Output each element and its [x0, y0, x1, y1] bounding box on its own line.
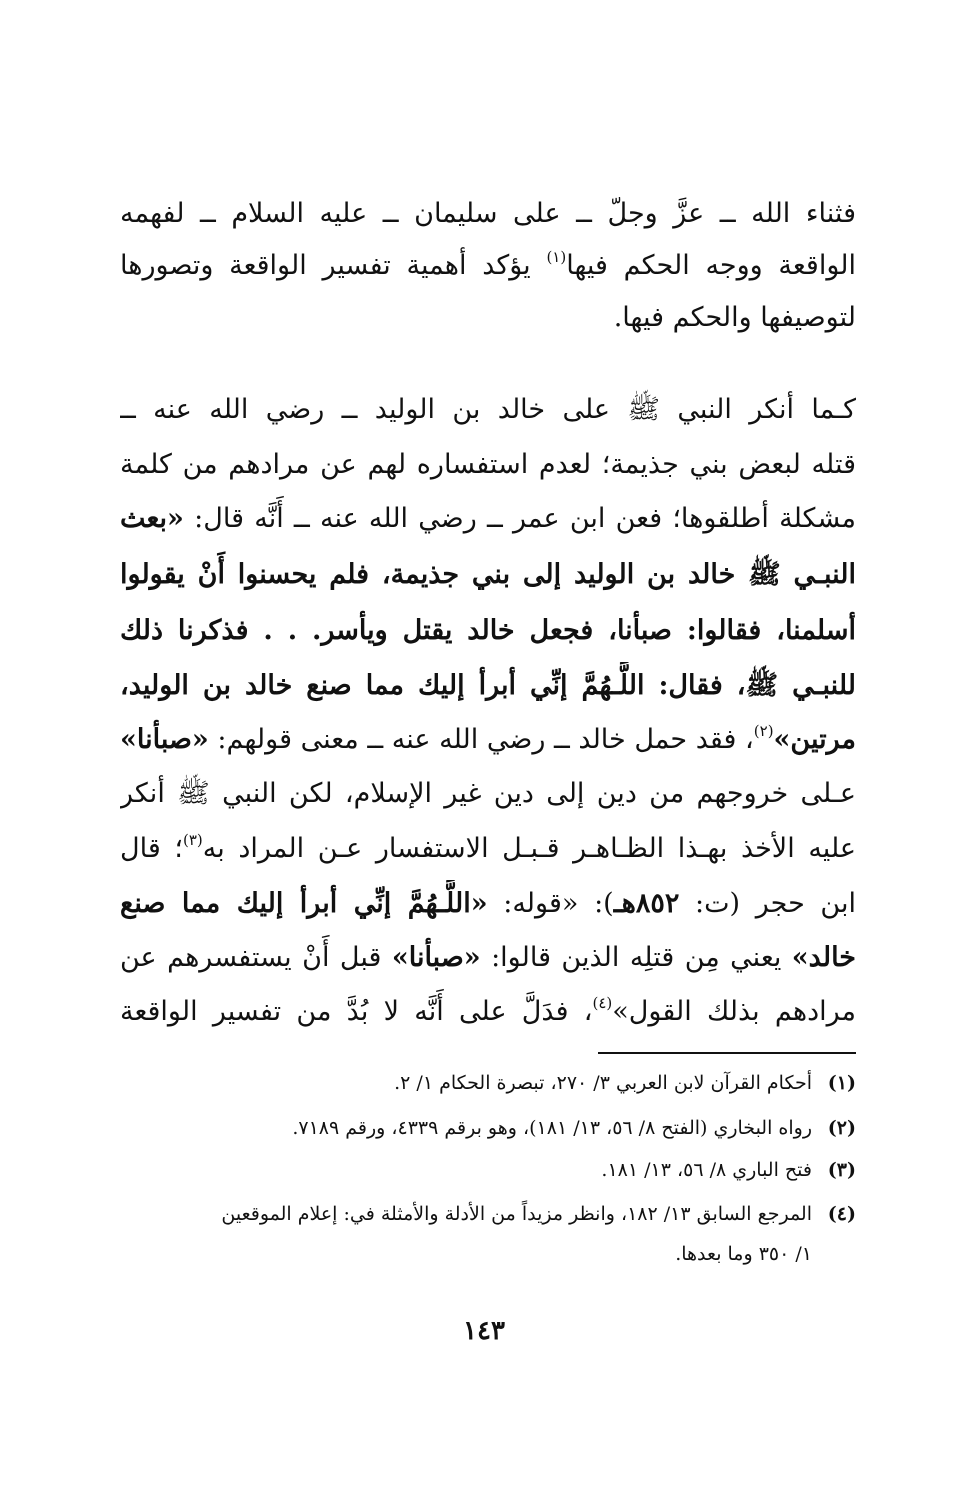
footnote-ref-3[interactable]: (٣): [182, 831, 203, 849]
p2-line-6-text: للنبـي ﷺ، فقال: اللَّـهُمَّ إنِّي أبرأ إليك مما صنع خالد بن الوليد،: [120, 670, 856, 701]
p2-line-1-text: كـما أنكر النبي ﷺ على خالد بن الوليد ــ رضي الله عنه ــ: [120, 394, 856, 425]
footnote-4: [120, 1197, 856, 1231]
footnote-4-cont-text: ١/ ٣٥٠ وما بعدها.: [675, 1243, 812, 1265]
p2-line-2: [120, 441, 856, 489]
p2-line-10: [120, 880, 856, 928]
p2-line-5: [120, 607, 856, 655]
death-year: ٨٥٢هـ: [613, 888, 680, 919]
hadith-start: «بعث: [120, 503, 184, 534]
footnote-separator: [598, 1052, 856, 1054]
p2-line-4-text: النبـي ﷺ خالد بن الوليد إلى بني جذيمة، فلم يحسنوا أَنْ يقولوا: [120, 559, 856, 590]
p2-line-12: [120, 988, 856, 1036]
footnote-2-text: رواه البخاري (الفتح ٨/ ٥٦، ١٣/ ١٨١)، وهو برقم ٤٣٣٩، ورقم ٧١٨٩.: [292, 1117, 812, 1139]
p2-line-3-text: مشكلة أطلقوها؛ فعن ابن عمر ــ رضي الله عنه ــ أَنَّه قال:: [183, 503, 856, 534]
p1-line-2-rest: يؤكد أهمية تفسير الواقعة وتصورها: [120, 250, 547, 281]
footnote-1-text: أحكام القرآن لابن العربي ٣/ ٢٧٠، تبصرة الحكام ١/ ٢.: [394, 1072, 812, 1094]
footnote-2: [120, 1111, 856, 1145]
p1-line-1-text: فثناء الله ــ عزَّ وجلّ ــ على سليمان ــ عليه السلام ــ لفهمه: [120, 198, 856, 229]
p2-line-9-start: عليه الأخذ بهـذا الظـاهـر قـبـل الاستفسار عـن المراد به: [202, 833, 856, 864]
page-number: ١٤٣: [463, 1316, 505, 1346]
p2-line-5-text: أسلمنا، فقالوا: صبأنا، فجعل خالد يقتل ويأسر. . . فذكرنا ذلك: [120, 615, 856, 646]
footnote-3-number: (٣): [827, 1159, 856, 1181]
quoted-hadith-2: «اللَّـهُمَّ إنِّي أبرأ إليك مما صنع: [120, 888, 488, 919]
p1-line-1: [120, 190, 856, 238]
p2-line-11: [120, 934, 856, 982]
p2-line-10-a: ابن حجر (ت:: [679, 888, 856, 919]
p2-line-7: [120, 716, 856, 764]
footnote-ref-4[interactable]: (٤): [592, 994, 613, 1012]
footnote-3: [120, 1153, 856, 1187]
quoted-khalid: خالد»: [791, 942, 856, 973]
p2-line-1: [120, 386, 856, 434]
quoted-sabana-2: «صبأنا»: [391, 942, 481, 973]
p2-line-11-b: يعني مِن قتلِه الذين قالوا:: [480, 942, 792, 973]
footnote-4-text: المرجع السابق ١٣/ ١٨٢، وانظر مزيداً من الأدلة والأمثلة في: إعلام الموقعين: [221, 1203, 812, 1225]
p2-line-8-text: عـلى خروجهم من دين إلى دين غير الإسلام، لكن النبي ﷺ أنكر: [120, 778, 856, 809]
quoted-sabana-1: «صبأنا»: [120, 724, 209, 755]
footnote-1-number: (١): [827, 1072, 856, 1094]
p2-line-6: [120, 662, 856, 710]
footnote-1: [120, 1066, 856, 1100]
p2-line-12-a: مرادهم بذلك القول»: [612, 996, 856, 1027]
p1-line-3: [120, 294, 856, 342]
p1-line-2-start: الواقعة ووجه الحكم فيها: [566, 250, 856, 281]
footnote-ref-2[interactable]: (٢): [753, 722, 774, 740]
p2-line-9-end: ؛ قال: [120, 833, 183, 864]
footnote-2-number: (٢): [827, 1117, 856, 1139]
footnote-ref-1[interactable]: (١): [546, 248, 567, 266]
p1-line-3-text: لتوصيفها والحكم فيها.: [613, 302, 856, 333]
p1-line-2: [120, 242, 856, 290]
footnote-3-text: فتح الباري ٨/ ٥٦، ١٣/ ١٨١.: [601, 1159, 812, 1181]
p2-line-8: [120, 770, 856, 818]
p2-line-4: [120, 551, 856, 599]
footnote-4-continued: [76, 1237, 856, 1271]
p2-line-10-c: ): «قوله:: [487, 888, 614, 919]
footnote-4-number: (٤): [827, 1203, 856, 1225]
p2-line-11-d: قبل أَنْ يستفسرهم عن: [120, 942, 392, 973]
p2-line-7-text: ، فقد حمل خالد ــ رضي الله عنه ــ معنى قولهم:: [208, 724, 754, 755]
p2-line-9: [120, 825, 856, 873]
hadith-end: مرتين»: [773, 724, 856, 755]
p2-line-3: [120, 495, 856, 543]
p2-line-12-b: ، فدَلَّ على أَنَّه لا بُدَّ من تفسير الواقعة: [120, 996, 593, 1027]
p2-line-2-text: قتله لبعض بني جذيمة؛ لعدم استفساره لهم عن مرادهم من كلمة: [120, 449, 856, 480]
